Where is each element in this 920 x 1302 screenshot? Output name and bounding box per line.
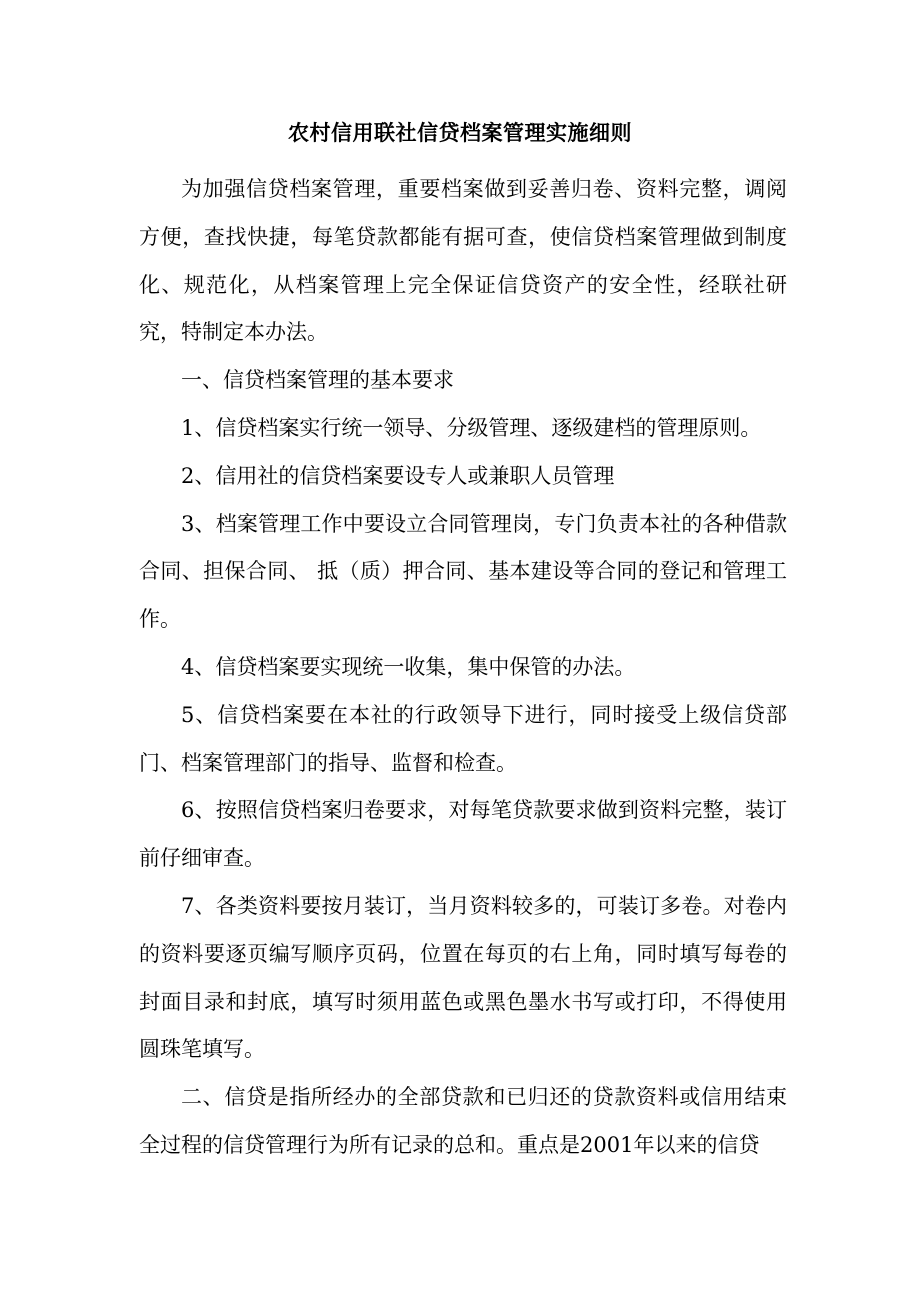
paragraph-item-3: 3、档案管理工作中要设立合同管理岗，专门负责本社的各种借款合同、担保合同、 抵（质）押合同、基本建设等合同的登记和管理工作。 — [139, 511, 787, 632]
paragraph-item-6: 6、按照信贷档案归卷要求，对每笔贷款要求做到资料完整，装订前仔细审查。 — [139, 798, 787, 871]
paragraph-item-2: 2、信用社的信贷档案要设专人或兼职人员管理 — [181, 463, 615, 488]
paragraph-item-7: 7、各类资料要按月装订，当月资料较多的，可装订多卷。对卷内的资料要逐页编写顺序页码，位置在每页的右上角，同时填写每卷的封面目录和封底，填写时须用蓝色或黑色墨水书写或打印，不得使用圆珠笔填写。 — [139, 893, 787, 1062]
document-title: 农村信用联社信贷档案管理实施细则 — [288, 120, 632, 145]
paragraph-item-5: 5、信贷档案要在本社的行政领导下进行，同时接受上级信贷部门、档案管理部门的指导、监督和检查。 — [139, 702, 787, 775]
paragraph-item-4: 4、信贷档案要实现统一收集，集中保管的办法。 — [181, 654, 636, 679]
section-heading-1: 一、信贷档案管理的基本要求 — [181, 368, 454, 393]
document-body — [139, 166, 787, 1170]
paragraph-item-1: 1、信贷档案实行统一领导、分级管理、逐级建档的管理原则。 — [181, 415, 762, 440]
section-heading-2: 二、信贷是指所经办的全部贷款和已归还的贷款资料或信用结束全过程的信贷管理行为所有记录的总和。重点是2001年以来的信贷 — [139, 1085, 787, 1157]
paragraph-intro: 为加强信贷档案管理，重要档案做到妥善归卷、资料完整，调阅方便，查找快捷，每笔贷款都能有据可查，使信贷档案管理做到制度化、规范化，从档案管理上完全保证信贷资产的安全性，经联社研究，特制定本办法。 — [139, 177, 787, 345]
